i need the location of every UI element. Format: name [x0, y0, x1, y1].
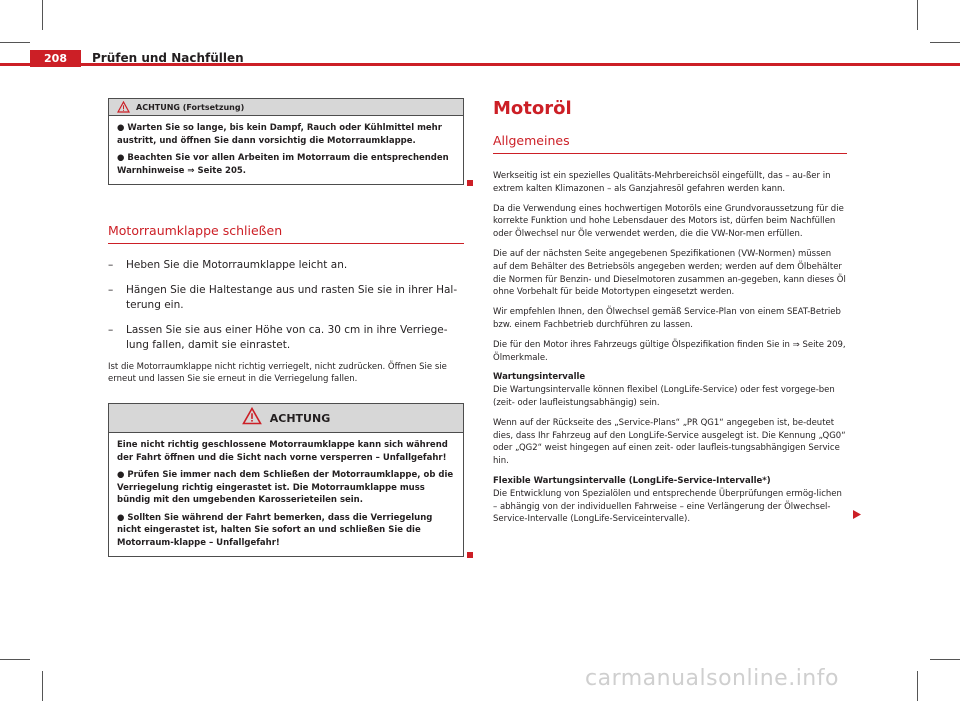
warning-box [108, 403, 464, 557]
crop-mark [917, 0, 918, 30]
crop-mark [930, 659, 960, 660]
paragraph: Werkseitig ist ein spezielles Qualitäts-Mehrbereichsöl eingefüllt, das – au-ßer in extrem kalten Klimazonen – als Ganzjahresöl gefahren werden kann. [493, 171, 831, 194]
step-dash: – [108, 259, 114, 271]
continue-arrow-icon [853, 510, 861, 524]
section-title: Allgemeines [493, 133, 847, 154]
page-number: 208 [30, 50, 81, 67]
crop-mark [42, 0, 43, 30]
step-item [108, 258, 464, 274]
warning-header [109, 404, 463, 433]
warning-continued-header [109, 99, 463, 116]
warning-lead: Eine nicht richtig geschlossene Motorraumklappe kann sich während der Fahrt öffnen und die Sicht nach vorne versperren – Unfallgefahr! [117, 440, 448, 463]
section-title: Motorraumklappe schließen [108, 223, 464, 244]
crop-mark [42, 671, 43, 701]
step-dash: – [108, 283, 114, 296]
paragraph: Die auf der nächsten Seite angegebenen Spezifikationen (VW-Normen) müssen auf dem Behälter des Betriebsöls angegeben werden; werden auf dem Ölbehälter die Normen für Benzin- und Dieselmotoren zusammen an-gegeben, kann dieses Öl ohne Vorbehalt für beide Motortypen eingesetzt werden. [493, 248, 846, 298]
step-text: Hängen Sie die Haltestange aus und rasten Sie sie in ihrer Hal-terung ein. [126, 283, 458, 311]
chapter-title: Motoröl [493, 98, 572, 119]
paragraph-text: Die Entwicklung von Spezialölen und entsprechende Überprüfungen ermög-lichen – abhängig von der individuellen Fahrweise – eine Verlängerung der Ölwechsel-Service-Intervalle (LongLife-Serviceintervalle). [493, 488, 842, 525]
section-end-marker [467, 552, 473, 558]
step-item [108, 323, 464, 354]
paragraph: Da die Verwendung eines hochwertigen Motoröls eine Grundvoraussetzung für die korrekte Funktion und hohe Lebensdauer des Motors ist, dürfen beim Nachfüllen oder Ölwechsel nur Öle verwendet werden, die die VW-Nor-men erfüllen. [493, 203, 844, 240]
paragraph: Wenn auf der Rückseite des „Service-Plans“ „PR QG1“ angegeben ist, be-deutet dies, dass Ihr Fahrzeug auf den LongLife-Service ausgelegt ist. Die Kennung „QG0“ oder „QG2“ weist hingegen auf einen zeit- oder laufleis-tungsabhängigen Service hin. [493, 417, 846, 467]
warning-item: ● Beachten Sie vor allen Arbeiten im Motorraum die entsprechenden Warnhinweise ⇒ Seite 205. [117, 153, 449, 176]
paragraph-last [493, 488, 847, 526]
watermark: carmanualsonline.info [585, 666, 839, 691]
left-column [108, 98, 464, 557]
warning-continued-box [108, 98, 464, 185]
warning-item: ● Prüfen Sie immer nach dem Schließen der Motorraumklappe, ob die Verriegelung richtig eingerastet ist. Die Motorraumklappe muss bündig mit den umgebenden Karosserieteilen sein. [117, 470, 454, 506]
warning-triangle-icon [117, 98, 130, 117]
warning-body [109, 433, 463, 556]
paragraph: Die für den Motor ihres Fahrzeugs gültige Ölspezifikation finden Sie in ⇒ Seite 209, Ölmerkmale. [493, 339, 846, 363]
crop-mark [0, 659, 30, 660]
step-text: Lassen Sie sie aus einer Höhe von ca. 30 cm in ihre Verriege-lung fallen, damit sie einrastet. [126, 323, 448, 351]
right-column [493, 98, 847, 533]
crop-mark [0, 42, 30, 43]
step-dash: – [108, 323, 114, 336]
subheading: Flexible Wartungsintervalle (LongLife-Service-Intervalle*) [493, 475, 771, 486]
note-text: Ist die Motorraumklappe nicht richtig verriegelt, nicht zudrücken. Öffnen Sie sie erneut und lassen Sie sie erneut in die Verriegelung fallen. [108, 361, 447, 385]
warning-item: ● Warten Sie so lange, bis kein Dampf, Rauch oder Kühlmittel mehr austritt, und öffnen Sie dann vorsichtig die Motorraumklappe. [117, 123, 442, 146]
warning-triangle-icon [242, 407, 262, 429]
warning-heading: ACHTUNG [269, 411, 331, 425]
paragraph: Wir empfehlen Ihnen, den Ölwechsel gemäß Service-Plan von einem SEAT-Betrieb bzw. einem Fachbetrieb durchführen zu lassen. [493, 307, 841, 330]
step-item [108, 283, 464, 314]
subheading: Wartungsintervalle [493, 372, 586, 383]
crop-mark [917, 671, 918, 701]
running-header-title: Prüfen und Nachfüllen [92, 51, 244, 65]
section-end-marker [467, 180, 473, 186]
warning-continued-heading: ACHTUNG (Fortsetzung) [136, 102, 245, 112]
warning-item: ● Sollten Sie während der Fahrt bemerken, dass die Verriegelung nicht eingerastet ist, halten Sie sofort an und schließen Sie die Motorraum-klappe – Unfallgefahr! [117, 512, 433, 548]
paragraph: Die Wartungsintervalle können flexibel (LongLife-Service) oder fest vorgege-ben (zeit- oder laufleistungsabhängig) sein. [493, 385, 835, 408]
crop-mark [930, 42, 960, 43]
step-text: Heben Sie die Motorraumklappe leicht an. [126, 259, 348, 271]
warning-continued-body [109, 116, 463, 184]
